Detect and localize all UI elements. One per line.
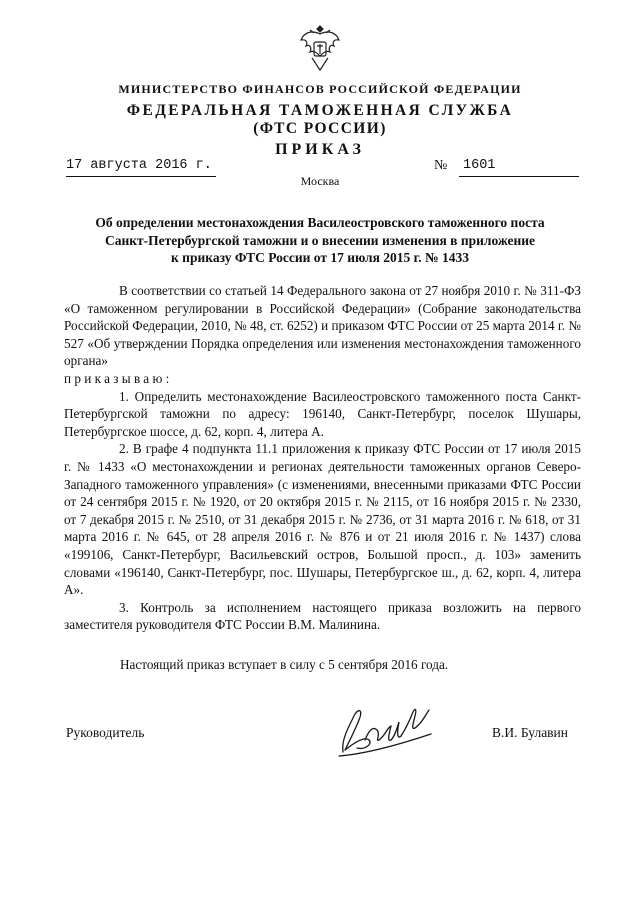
item-3-paragraph: 3. Контроль за исполнением настоящего приказа возложить на первого заместителя руководителя ФТС России В.М. Малинина. [64,599,581,633]
order-word: приказываю: [64,370,173,386]
document-title [60,214,580,267]
coat-of-arms-emblem [298,22,342,74]
document-type: ПРИКАЗ [275,141,365,158]
signatory-title: Руководитель [66,725,145,740]
handwritten-signature [335,700,435,762]
ministry-name: МИНИСТЕРСТВО ФИНАНСОВ РОССИЙСКОЙ ФЕДЕРАЦИИ [118,82,522,96]
document-body [64,282,581,634]
title-line: Санкт-Петербургской таможни и о внесении изменения в приложение [104,232,536,248]
number-sign: № [434,158,448,173]
effective-date-paragraph: Настоящий приказ вступает в силу с 5 сентября 2016 года. [120,657,449,672]
document-date: 17 августа 2016 г. [66,158,212,173]
service-name: ФЕДЕРАЛЬНАЯ ТАМОЖЕННАЯ СЛУЖБА [126,102,514,119]
item-1-paragraph: 1. Определить местонахождение Василеостровского таможенного поста Санкт-Петербургской таможни по адресу: 196140, Санкт-Петербург, поселок Шушары, Петербургское шоссе, д. 62, корп. 4, литера А. [64,388,581,439]
intro-text: В соответствии со статьей 14 Федерального закона от 27 ноября 2010 г. № 311-ФЗ «О таможенном регулировании в Российской Федерации» (Собрание законодательства Российской Федерации, 2010, № 48, ст. 6252) и приказом ФТС России от 25 марта 2014 г. № 527 «Об утверждении Порядка определения или изменения местонахождения таможенного органа» [64,283,581,369]
signatory-name: В.И. Булавин [492,725,569,740]
title-line: Об определении местонахождения Василеостровского таможенного поста [95,215,545,230]
title-line: к приказу ФТС России от 17 июля 2015 г. № 1433 [171,250,469,265]
intro-paragraph [64,282,581,388]
item-2-paragraph: 2. В графе 4 подпункта 11.1 приложения к приказу ФТС России от 17 июля 2015 г. № 1433 «О местонахождении и регионах деятельности таможенных органов Северо-Западного таможенного управления» (с изменениями, внесенными приказами ФТС России от 24 сентября 2015 г. № 1920, от 20 октября 2015 г. № 2115, от 16 ноября 2015 г. № 2330, от 7 декабря 2015 г. № 2510, от 31 декабря 2015 г. № 2736, от 31 марта 2016 г. № 618, от 31 марта 2016 г. № 645, от 28 апреля 2016 г. № 876 и от 21 июля 2016 г. № 1437) слова «199106, Санкт-Петербург, Васильевский остров, Большой просп., д. 103» заменить словами «196140, Санкт-Петербург, пос. Шушары, Петербургское ш., д. 62, корп. 4, литера А». [64,441,581,598]
document-number: 1601 [463,158,496,173]
service-abbreviation: (ФТС РОССИИ) [253,120,387,137]
document-city: Москва [300,174,340,188]
